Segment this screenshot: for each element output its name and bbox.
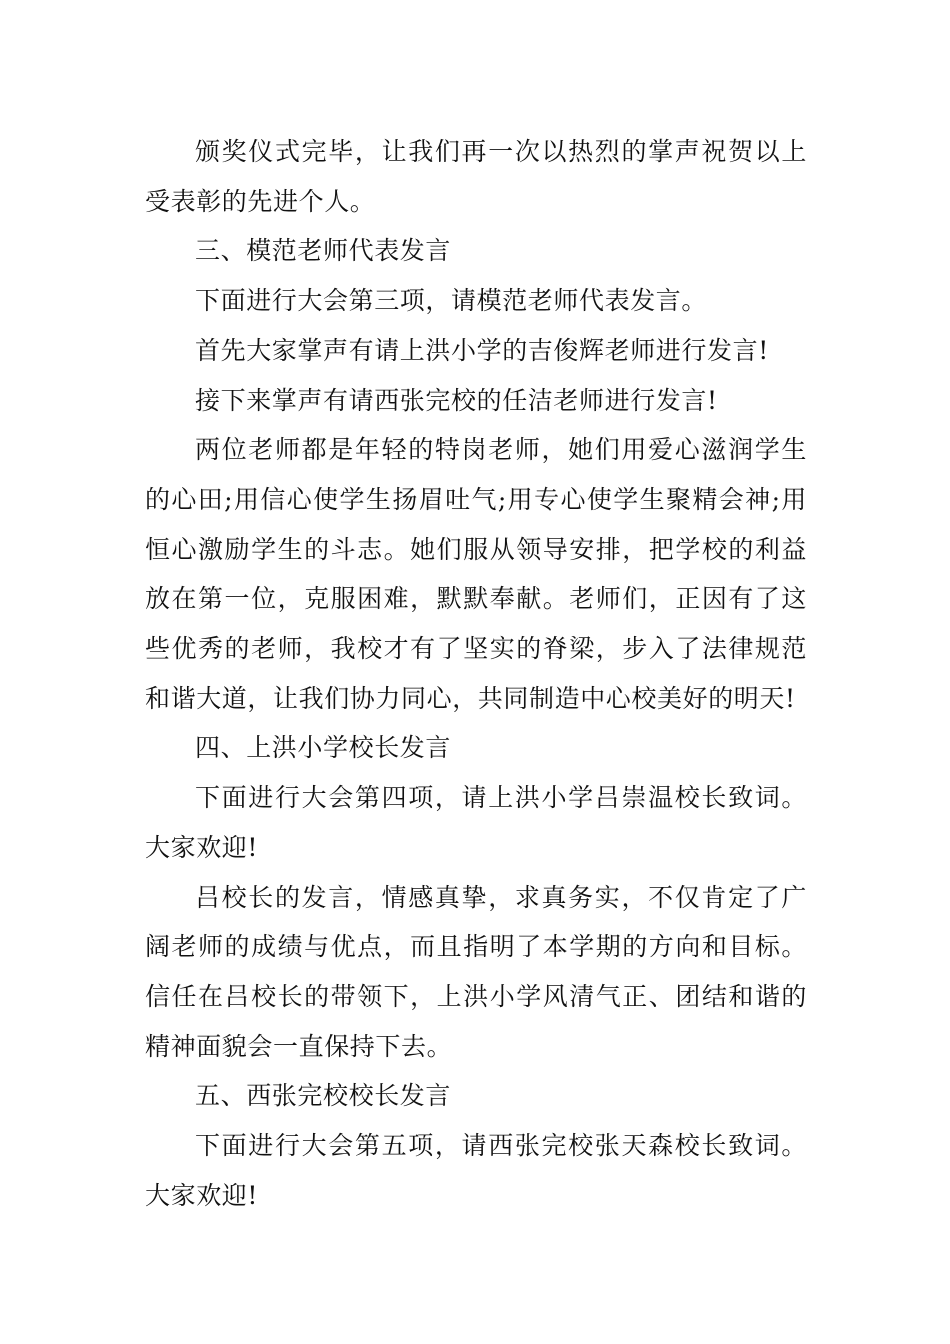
paragraph-teachers-summary: 两位老师都是年轻的特岗老师，她们用爱心滋润学生的心田;用信心使学生扬眉吐气;用专心使学生聚精会神;用恒心激励学生的斗志。她们服从领导安排，把学校的利益放在第一位，克服困难，默默奉献。老师们，正因有了这些优秀的老师，我校才有了坚实的脊梁，步入了法律规范和谐大道，让我们协力同心，共同制造中心校美好的明天! (145, 435, 807, 713)
section-heading-3: 三、模范老师代表发言 (195, 236, 452, 266)
paragraph-item-3-intro: 下面进行大会第三项，请模范老师代表发言。 (195, 286, 708, 316)
paragraph-principal-summary: 吕校长的发言，情感真挚，求真务实，不仅肯定了广阔老师的成绩与优点，而且指明了本学期的方向和目标。信任在吕校长的带领下，上洪小学风清气正、团结和谐的精神面貌会一直保持下去。 (145, 882, 807, 1061)
paragraph-item-4-intro: 下面进行大会第四项，请上洪小学吕崇温校长致词。大家欢迎! (145, 783, 807, 862)
paragraph-award-ceremony-end: 颁奖仪式完毕，让我们再一次以热烈的掌声祝贺以上受表彰的先进个人。 (145, 137, 807, 216)
paragraph-second-speaker: 接下来掌声有请西张完校的任洁老师进行发言! (195, 385, 718, 415)
section-heading-4: 四、上洪小学校长发言 (195, 733, 452, 763)
section-heading-5: 五、西张完校校长发言 (195, 1081, 452, 1111)
paragraph-item-5-intro: 下面进行大会第五项，请西张完校张天森校长致词。大家欢迎! (145, 1131, 807, 1210)
document-body (145, 127, 807, 1220)
paragraph-first-speaker: 首先大家掌声有请上洪小学的吉俊辉老师进行发言! (195, 335, 769, 365)
